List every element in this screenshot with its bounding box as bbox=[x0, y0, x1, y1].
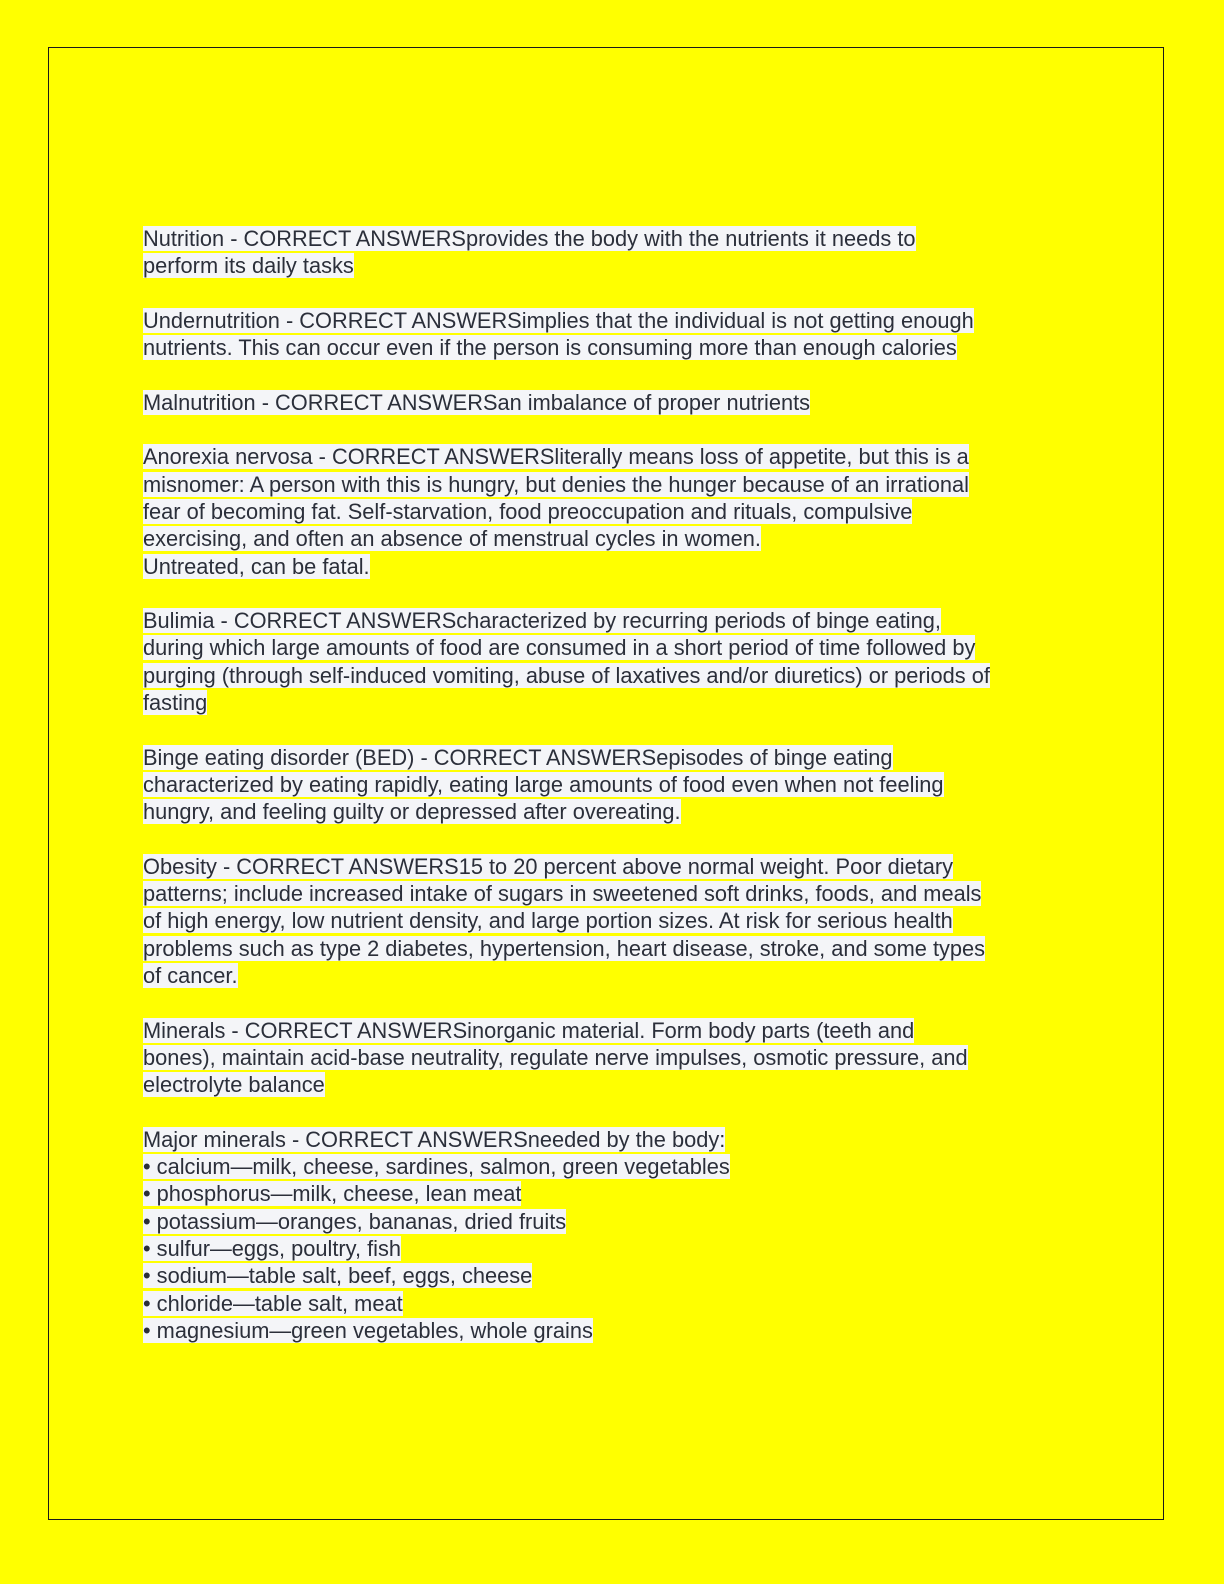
text-line: Binge eating disorder (BED) - CORRECT ANSWERSepisodes of binge eating bbox=[143, 744, 893, 770]
list-item: • magnesium—green vegetables, whole grains bbox=[143, 1317, 593, 1343]
text-line: fear of becoming fat. Self-starvation, food preoccupation and rituals, compulsive bbox=[143, 498, 913, 524]
text-line: purging (through self-induced vomiting, abuse of laxatives and/or diuretics) or periods of bbox=[143, 662, 990, 688]
text-line: Undernutrition - CORRECT ANSWERSimplies that the individual is not getting enough bbox=[143, 307, 974, 333]
list-item: • calcium—milk, cheese, sardines, salmon, green vegetables bbox=[143, 1154, 730, 1180]
text-line: characterized by eating rapidly, eating large amounts of food even when not feeling bbox=[143, 771, 944, 797]
document-body bbox=[143, 225, 1083, 1371]
entry-binge-eating-disorder bbox=[143, 744, 1083, 826]
text-line: Nutrition - CORRECT ANSWERSprovides the body with the nutrients it needs to bbox=[143, 226, 916, 251]
entry-anorexia-nervosa bbox=[143, 443, 1083, 579]
entry-major-minerals bbox=[143, 1126, 1083, 1344]
text-line: during which large amounts of food are consumed in a short period of time followed by bbox=[143, 635, 976, 661]
entry-undernutrition bbox=[143, 307, 1083, 362]
entry-malnutrition bbox=[143, 389, 1083, 416]
text-line: of cancer. bbox=[143, 963, 238, 989]
text-line: patterns; include increased intake of sugars in sweetened soft drinks, foods, and meals bbox=[143, 881, 982, 907]
entry-nutrition bbox=[143, 225, 1083, 280]
text-line: exercising, and often an absence of menstrual cycles in women. bbox=[143, 526, 761, 552]
text-line: of high energy, low nutrient density, and large portion sizes. At risk for serious health bbox=[143, 908, 953, 934]
text-line: Malnutrition - CORRECT ANSWERSan imbalance of proper nutrients bbox=[143, 389, 811, 415]
text-line: nutrients. This can occur even if the person is consuming more than enough calories bbox=[143, 335, 957, 361]
text-line: electrolyte balance bbox=[143, 1072, 325, 1098]
list-item: • potassium—oranges, bananas, dried fruits bbox=[143, 1208, 567, 1234]
text-line: hungry, and feeling guilty or depressed after overeating. bbox=[143, 799, 681, 825]
entry-minerals bbox=[143, 1017, 1083, 1099]
list-item: • sulfur—eggs, poultry, fish bbox=[143, 1235, 401, 1261]
entry-obesity bbox=[143, 853, 1083, 989]
text-line: Untreated, can be fatal. bbox=[143, 553, 370, 579]
text-line: problems such as type 2 diabetes, hypertension, heart disease, stroke, and some types bbox=[143, 935, 986, 961]
text-line: Obesity - CORRECT ANSWERS15 to 20 percent above normal weight. Poor dietary bbox=[143, 853, 954, 879]
list-item: • chloride—table salt, meat bbox=[143, 1290, 403, 1316]
text-line: misnomer: A person with this is hungry, but denies the hunger because of an irrational bbox=[143, 471, 969, 497]
text-line: perform its daily tasks bbox=[143, 253, 354, 279]
text-line: Major minerals - CORRECT ANSWERSneeded by the body: bbox=[143, 1126, 726, 1152]
text-line: fasting bbox=[143, 690, 208, 716]
text-line: Minerals - CORRECT ANSWERSinorganic material. Form body parts (teeth and bbox=[143, 1017, 915, 1043]
text-line: Bulimia - CORRECT ANSWERScharacterized by recurring periods of binge eating, bbox=[143, 608, 941, 634]
text-line: Anorexia nervosa - CORRECT ANSWERSliterally means loss of appetite, but this is a bbox=[143, 444, 969, 470]
text-line: bones), maintain acid-base neutrality, regulate nerve impulses, osmotic pressure, and bbox=[143, 1044, 968, 1070]
list-item: • sodium—table salt, beef, eggs, cheese bbox=[143, 1263, 533, 1289]
list-item: • phosphorus—milk, cheese, lean meat bbox=[143, 1181, 522, 1207]
entry-bulimia bbox=[143, 607, 1083, 716]
